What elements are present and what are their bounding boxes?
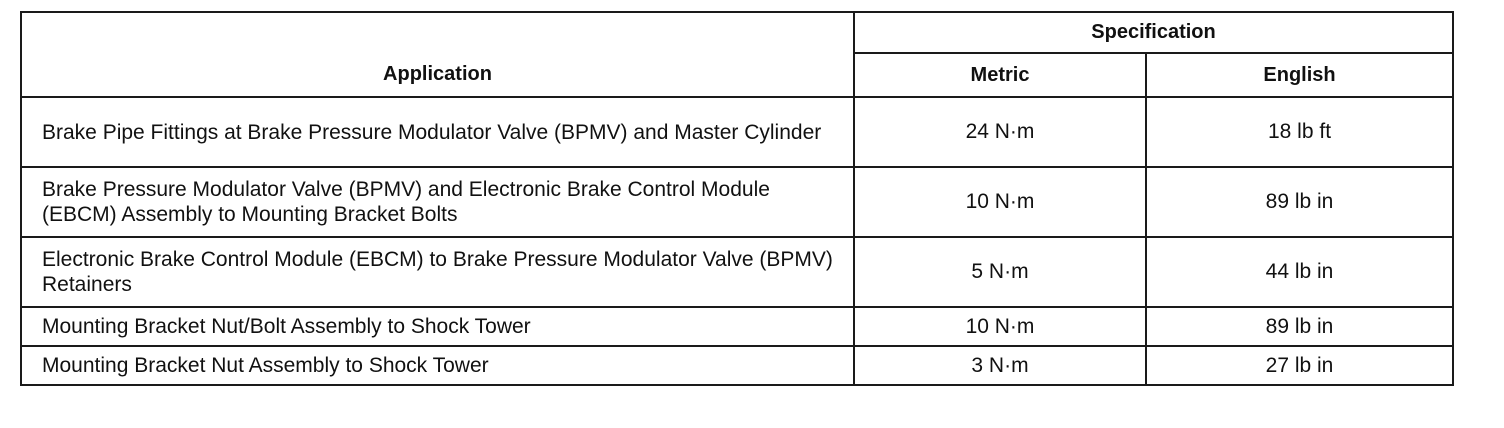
metric-cell: 3 N·m bbox=[854, 346, 1146, 385]
table-row bbox=[21, 346, 1453, 385]
english-cell: 44 lb in bbox=[1146, 237, 1453, 307]
metric-cell: 10 N·m bbox=[854, 167, 1146, 237]
application-cell: Brake Pressure Modulator Valve (BPMV) and Electronic Brake Control Module (EBCM) Assembly to Mounting Bracket Bolts bbox=[21, 167, 854, 237]
header-row-top bbox=[21, 12, 1453, 53]
table-row bbox=[21, 167, 1453, 237]
table-row bbox=[21, 307, 1453, 346]
specification-header: Specification bbox=[854, 12, 1453, 53]
application-cell: Brake Pipe Fittings at Brake Pressure Modulator Valve (BPMV) and Master Cylinder bbox=[21, 97, 854, 167]
table-row bbox=[21, 237, 1453, 307]
english-cell: 27 lb in bbox=[1146, 346, 1453, 385]
torque-specification-table bbox=[20, 11, 1454, 386]
metric-header: Metric bbox=[854, 53, 1146, 97]
english-cell: 18 lb ft bbox=[1146, 97, 1453, 167]
metric-cell: 24 N·m bbox=[854, 97, 1146, 167]
metric-cell: 5 N·m bbox=[854, 237, 1146, 307]
application-cell: Mounting Bracket Nut Assembly to Shock Tower bbox=[21, 346, 854, 385]
table-row bbox=[21, 97, 1453, 167]
application-header: Application bbox=[21, 12, 854, 97]
application-cell: Mounting Bracket Nut/Bolt Assembly to Shock Tower bbox=[21, 307, 854, 346]
english-cell: 89 lb in bbox=[1146, 307, 1453, 346]
english-header: English bbox=[1146, 53, 1453, 97]
english-cell: 89 lb in bbox=[1146, 167, 1453, 237]
metric-cell: 10 N·m bbox=[854, 307, 1146, 346]
application-cell: Electronic Brake Control Module (EBCM) to Brake Pressure Modulator Valve (BPMV) Retainers bbox=[21, 237, 854, 307]
